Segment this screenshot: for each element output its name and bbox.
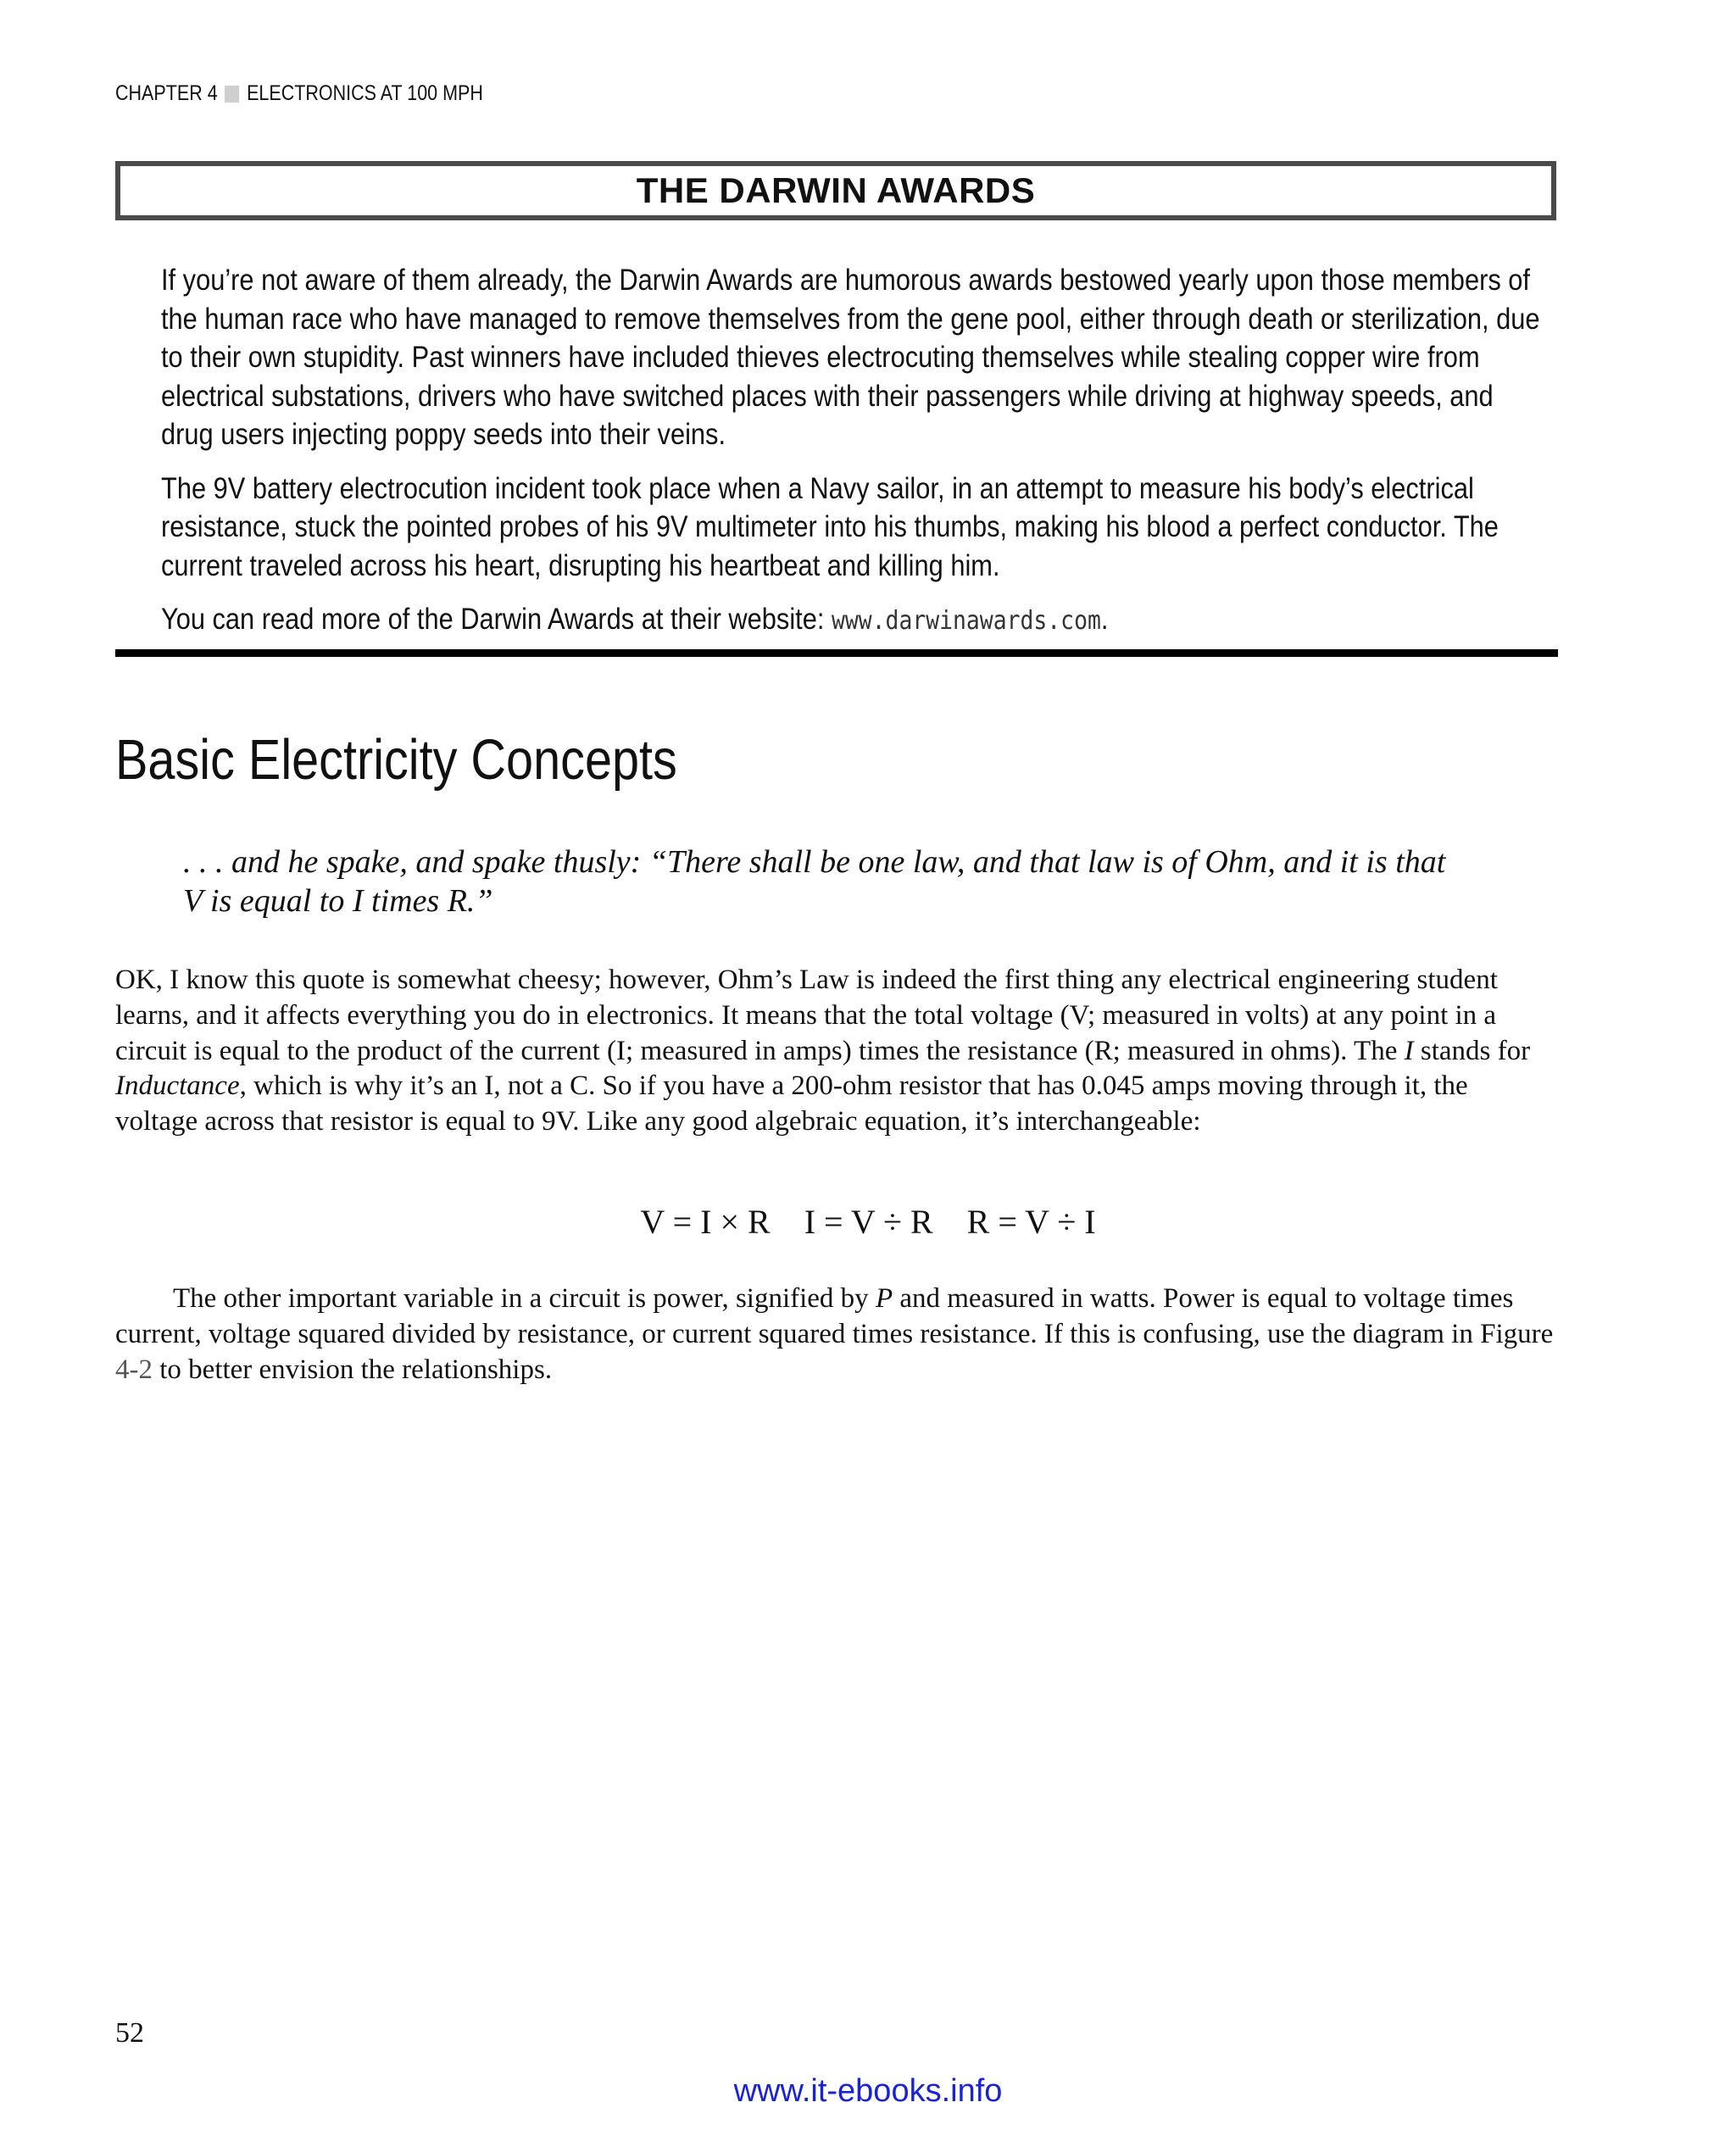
running-header: [115, 81, 483, 106]
para2-italic-p: P: [875, 1283, 893, 1314]
para1-text-b: stands for: [1413, 1035, 1531, 1066]
darwin-awards-url[interactable]: www.darwinawards.com: [831, 606, 1101, 636]
para1-text-a: OK, I know this quote is somewhat cheesy; however, Ohm’s Law is indeed the first thing any electrical engineering student learns, and it affects everything you do in electronics. It means that the total voltage (V; measured in volts) at any point in a circuit is equal to the product of the current (I; measured in amps) times the resistance (R; measured in ohms). The: [115, 965, 1498, 1066]
ohms-law-equation: V = I × R I = V ÷ R R = V ÷ I: [640, 1203, 1096, 1241]
epigraph: [183, 842, 1539, 920]
para1-text-c: , which is why it’s an I, not a C. So if you have a 200-ohm resistor that has 0.045 amps moving through it, the voltage across that resistor is equal to 9V. Like any good algebraic equation, it’s interchangeable:: [115, 1070, 1468, 1137]
sidebar-body: [161, 261, 1540, 656]
sidebar-paragraph-2: The 9V battery electrocution incident took place when a Navy sailor, in an attempt to measure his body’s electrical resistance, stuck the pointed probes of his 9V multimeter into his thumbs, making his blood a perfect conductor. The current traveled across his heart, disrupting his heartbeat and killing him.: [161, 471, 1499, 582]
page-number: 52: [115, 2017, 144, 2049]
para2-text-b: and measured in watts. Power is equal to voltage times current, voltage squared divided by resistance, or current squared times resistance. If this is confusing, use the diagram in Figure: [115, 1283, 1554, 1349]
chapter-title: ELECTRONICS AT 100 MPH: [247, 81, 483, 105]
para1-italic-inductance: Inductance: [115, 1070, 240, 1102]
body-paragraph-2: [115, 1282, 1556, 1387]
para2-text-a: The other important variable in a circuit is power, signified by: [173, 1283, 876, 1314]
sidebar-bottom-rule: [115, 649, 1558, 657]
chapter-label: CHAPTER 4: [115, 81, 218, 105]
epigraph-line-2: V is equal to I times R.”: [183, 883, 493, 919]
footer-website-link[interactable]: www.it-ebooks.info: [733, 2073, 1003, 2109]
figure-reference-link[interactable]: 4-2: [115, 1354, 153, 1385]
website-end: .: [1100, 603, 1109, 636]
section-heading: Basic Electricity Concepts: [115, 728, 677, 792]
sidebar-title-box: [115, 161, 1556, 220]
sidebar-title: THE DARWIN AWARDS: [636, 170, 1036, 210]
sidebar-website-paragraph: [161, 600, 1541, 641]
sidebar-paragraph-1: If you’re not aware of them already, the Darwin Awards are humorous awards bestowed yearly upon those members of the human race who have managed to remove themselves from the gene pool, either through death or sterilization, due to their own stupidity. Past winners have included thieves electrocuting themselves while stealing copper wire from electrical substations, drivers who have switched places with their passengers while driving at highway speeds, and drug users injecting poppy seeds into their veins.: [161, 264, 1540, 451]
epigraph-line-1: . . . and he spake, and spake thusly: “There shall be one law, and that law is of Ohm, and it is that: [183, 844, 1446, 880]
website-text: You can read more of the Darwin Awards at their website:: [161, 603, 832, 636]
header-separator-square: [225, 86, 239, 103]
para2-text-c: to better envision the relationships.: [153, 1354, 553, 1385]
body-paragraph-1: [115, 963, 1556, 1140]
para1-italic-i: I: [1404, 1035, 1414, 1066]
